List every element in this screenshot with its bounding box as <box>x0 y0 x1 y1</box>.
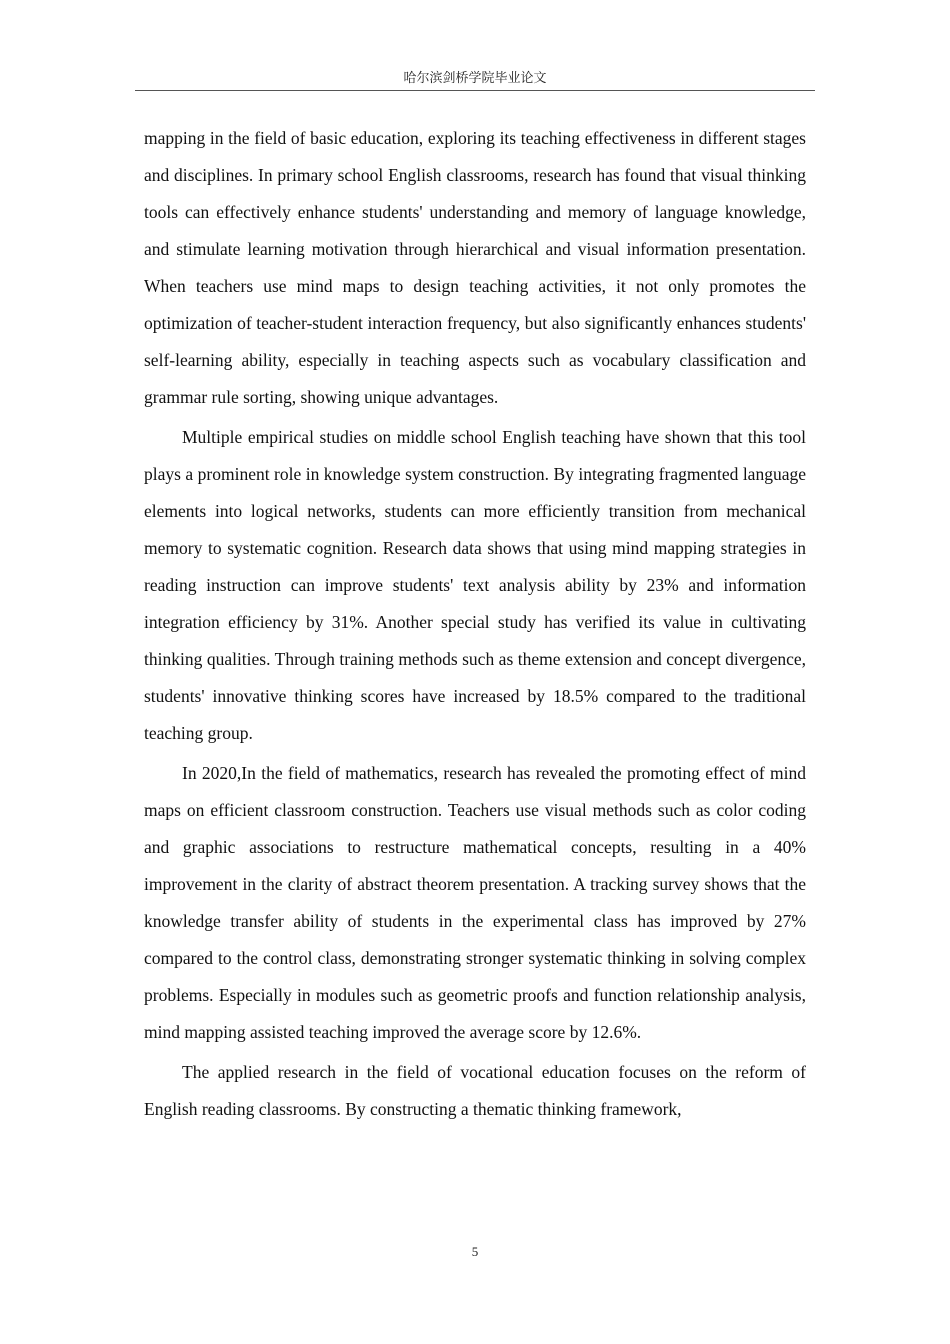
paragraph: The applied research in the field of vocational education focuses on the reform of English reading classrooms. By constructing a thematic thinking framework, <box>144 1062 806 1119</box>
document-body <box>144 120 806 1131</box>
page-number: 5 <box>471 1244 479 1259</box>
paragraph-continuation: mapping in the field of basic education, exploring its teaching effectiveness in different stages and disciplines. In primary school English classrooms, research has found that visual thinking tools can effectively enhance students' understanding and memory of language knowledge, and stimulate learning motivation through hierarchical and visual information presentation. When teachers use mind maps to design teaching activities, it not only promotes the optimization of teacher-student interaction frequency, but also significantly enhances students' self-learning ability, especially in teaching aspects such as vocabulary classification and grammar rule sorting, showing unique advantages. <box>144 128 806 407</box>
header-title: 哈尔滨剑桥学院毕业论文 <box>403 70 547 85</box>
paragraph: Multiple empirical studies on middle school English teaching have shown that this tool plays a prominent role in knowledge system construction. By integrating fragmented language elements into logical networks, students can more efficiently transition from mechanical memory to systematic cognition. Research data shows that using mind mapping strategies in reading instruction can improve students' text analysis ability by 23% and information integration efficiency by 31%. Another special study has verified its value in cultivating thinking qualities. Through training methods such as theme extension and concept divergence, students' innovative thinking scores have increased by 18.5% compared to the traditional teaching group. <box>144 427 806 743</box>
paragraph: In 2020,In the field of mathematics, research has revealed the promoting effect of mind maps on efficient classroom construction. Teachers use visual methods such as color coding and graphic associations to restructure mathematical concepts, resulting in a 40% improvement in the clarity of abstract theorem presentation. A tracking survey shows that the knowledge transfer ability of students in the experimental class has improved by 27% compared to the control class, demonstrating stronger systematic thinking in solving complex problems. Especially in modules such as geometric proofs and function relationship analysis, mind mapping assisted teaching improved the average score by 12.6%. <box>144 763 806 1042</box>
page-header <box>135 68 815 91</box>
